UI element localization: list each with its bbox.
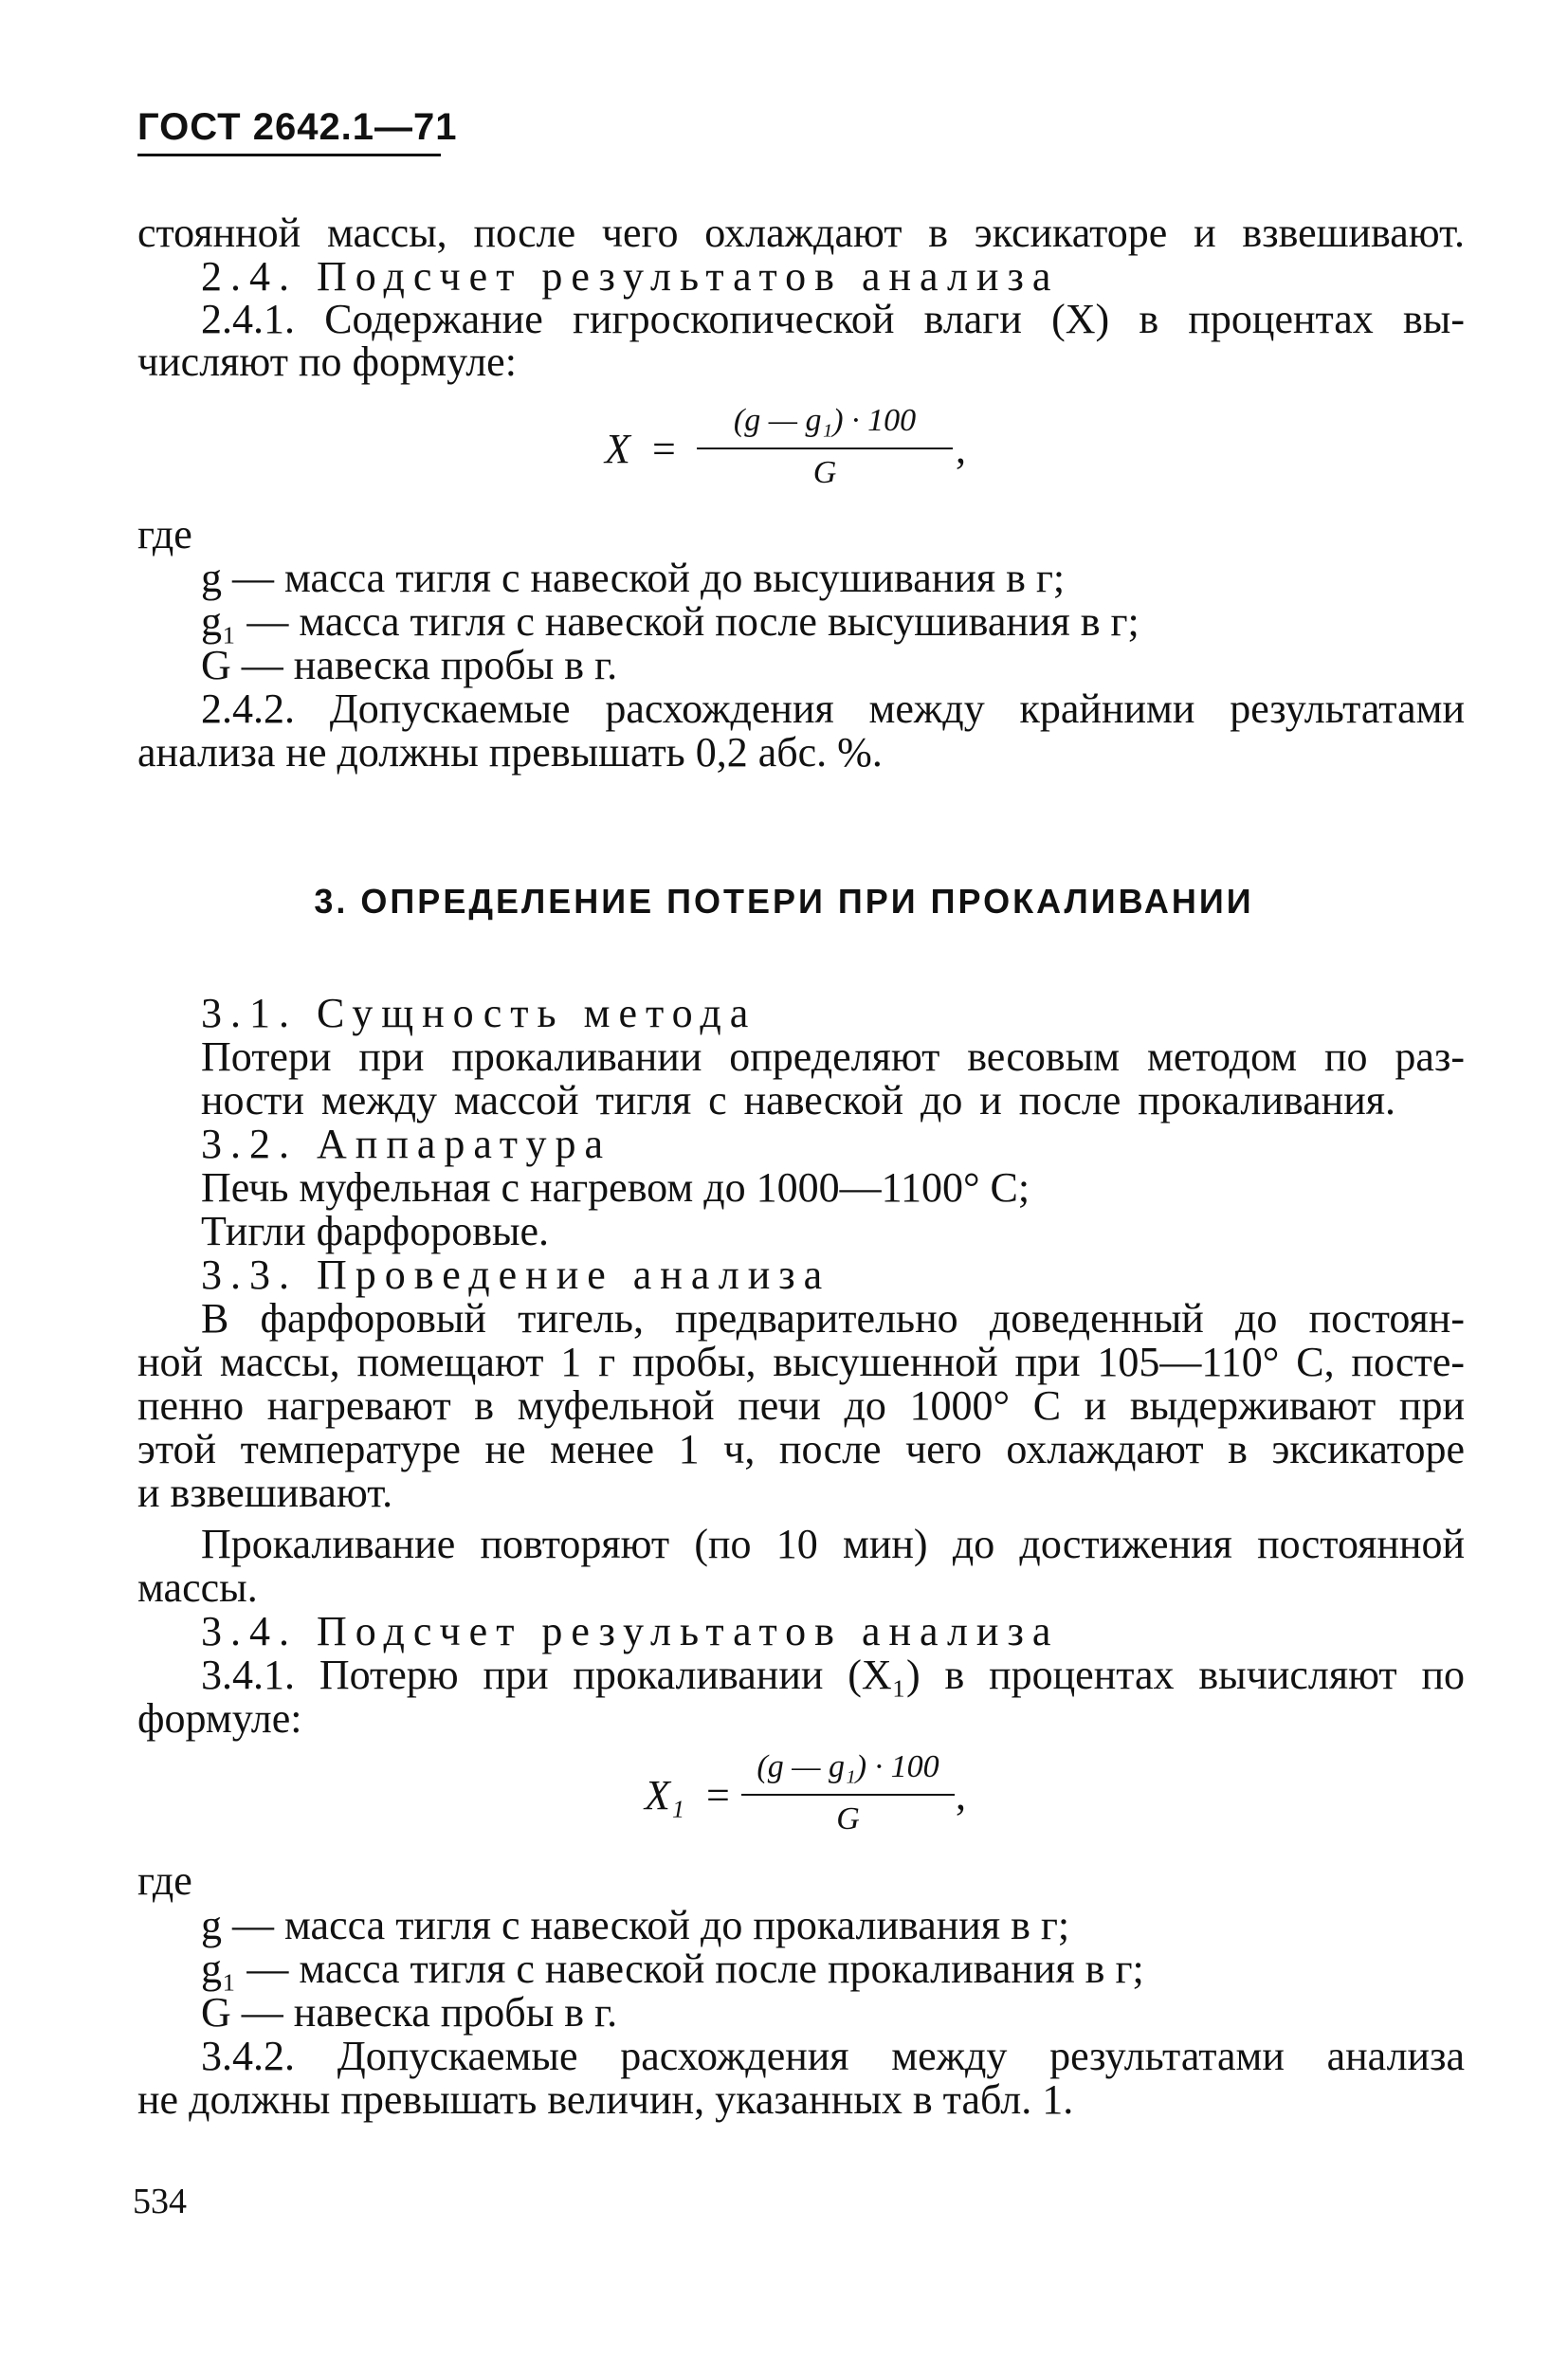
paragraph-3-3-line: ной массы, помещают 1 г пробы, высушенной при 105—110° С, посте-	[137, 1339, 1465, 1385]
where-label: где	[137, 511, 192, 557]
header-rule	[137, 154, 441, 156]
paragraph-2-4-1-line: 2.4.1. Содержание гигроскопической влаги (X) в процентах вы-	[201, 296, 1465, 342]
definition-line: G — навеска пробы в г.	[201, 1989, 618, 2036]
formula-1-denominator: G	[812, 455, 837, 490]
document-header: ГОСТ 2642.1—71	[137, 106, 458, 148]
paragraph-3-3-line: и взвешивают.	[137, 1470, 393, 1516]
subsection-heading-3-3: 3.3. Проведение анализа	[201, 1251, 831, 1298]
paragraph-3-3b-line: Прокаливание повторяют (по 10 мин) до достижения постоянной	[201, 1521, 1465, 1567]
formula-1-equals: =	[652, 426, 676, 472]
paragraph-3-2-line: Тигли фарфоровые.	[201, 1208, 550, 1254]
subsection-heading-3-1: 3.1. Сущность метода	[201, 990, 757, 1036]
paragraph-3-4-2-line: 3.4.2. Допускаемые расхождения между результатами анализа	[201, 2033, 1465, 2079]
formula-2-numerator: (g — g₁) · 100	[757, 1749, 939, 1784]
paragraph-2-4-2-line: анализа не должны превышать 0,2 абс. %.	[137, 729, 883, 776]
paragraph-2-4-1-line: числяют по формуле:	[137, 338, 517, 385]
paragraph-3-1-line: Потери при прокаливании определяют весовым методом по раз-	[201, 1033, 1465, 1080]
subsection-heading-3-4: 3.4. Подсчет результатов анализа	[201, 1608, 1060, 1654]
formula-1-lhs: X	[605, 426, 630, 472]
paragraph-3-4-1-line: 3.4.1. Потерю при прокаливании (X₁) в процентах вычисляют по	[201, 1652, 1465, 1698]
paragraph-3-4-2-line: не должны превышать величин, указанных в табл. 1.	[137, 2076, 1074, 2123]
paragraph-3-3-line: этой температуре не менее 1 ч, после чего охлаждают в эксикаторе	[137, 1426, 1465, 1472]
definition-line: G — навеска пробы в г.	[201, 642, 618, 688]
formula-2-equals: =	[706, 1772, 730, 1818]
formula-2-lhs: X₁	[645, 1772, 685, 1818]
section-3-title: 3. ОПРЕДЕЛЕНИЕ ПОТЕРИ ПРИ ПРОКАЛИВАНИИ	[314, 882, 1254, 921]
paragraph-3-3-line: В фарфоровый тигель, предварительно доведенный до постоян-	[201, 1295, 1465, 1342]
paragraph-3-3b-line: массы.	[137, 1564, 258, 1611]
text-line: стоянной массы, после чего охлаждают в эксикаторе и взвешивают.	[137, 210, 1465, 256]
formula-2-denominator: G	[836, 1801, 860, 1836]
paragraph-3-2-line: Печь муфельная с нагревом до 1000—1100° С;	[201, 1164, 1030, 1211]
definition-line: g₁ — масса тигля с навеской после прокаливания в г;	[201, 1946, 1144, 1992]
paragraph-3-4-1-line: формуле:	[137, 1695, 302, 1742]
subsection-heading-3-2: 3.2. Аппаратура	[201, 1121, 611, 1167]
formula-2-comma: ,	[956, 1772, 966, 1818]
page-number: 534	[133, 2182, 187, 2221]
formula-1-fraction-bar	[697, 448, 953, 449]
formula-1-comma: ,	[956, 426, 966, 472]
subsection-heading-2-4: 2.4. Подсчет результатов анализа	[201, 253, 1060, 300]
formula-2-fraction-bar	[741, 1794, 955, 1796]
definition-line: g₁ — масса тигля с навеской после высушивания в г;	[201, 598, 1140, 645]
paragraph-3-1-line: ности между массой тигля с навеской до и после прокаливания.	[201, 1077, 1395, 1124]
definition-line: g — масса тигля с навеской до высушивания в г;	[201, 555, 1066, 601]
where-label: где	[137, 1857, 192, 1904]
definition-line: g — масса тигля с навеской до прокаливания в г;	[201, 1902, 1070, 1948]
formula-1-numerator: (g — g₁) · 100	[733, 403, 917, 438]
paragraph-3-3-line: пенно нагревают в муфельной печи до 1000° С и выдерживают при	[137, 1382, 1465, 1429]
paragraph-2-4-2-line: 2.4.2. Допускаемые расхождения между крайними результатами	[201, 685, 1465, 732]
